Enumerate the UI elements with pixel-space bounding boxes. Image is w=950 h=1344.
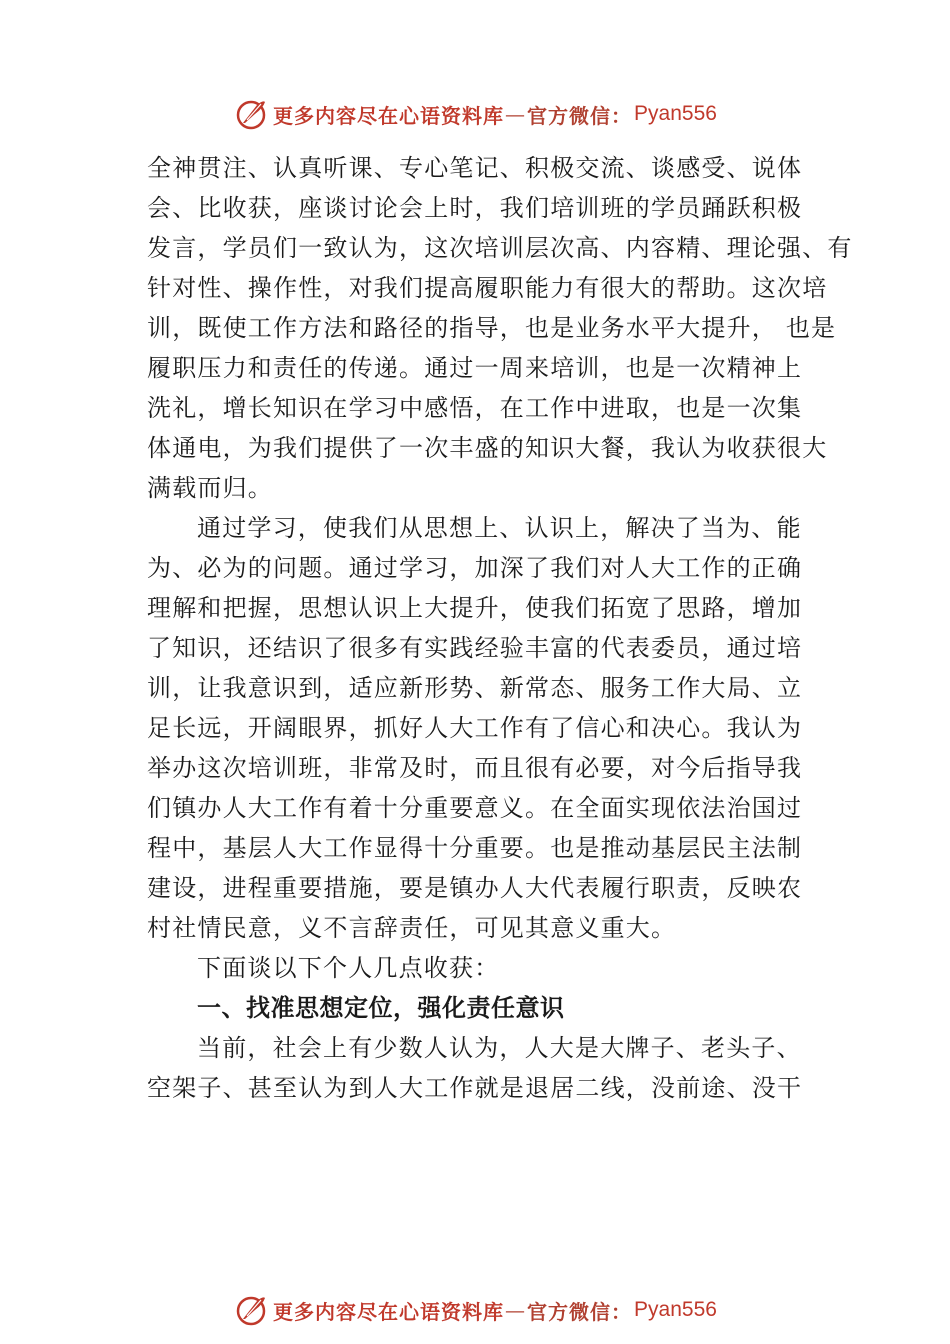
text-line: 举办这次培训班，非常及时，而且很有必要，对今后指导我 [147, 754, 803, 782]
text-line: 理解和把握，思想认识上大提升，使我们拓宽了思路，增加 [147, 594, 803, 622]
header-account: Pyan556 [634, 102, 717, 125]
paragraph-start: 通过学习，使我们从思想上、认识上，解决了当为、能 [197, 514, 802, 542]
text-line: 针对性、操作性，对我们提高履职能力有很大的帮助。这次培 [147, 274, 828, 302]
footer-dash: — [505, 1298, 527, 1322]
text-line: 空架子、甚至认为到人大工作就是退居二线，没前途、没干 [147, 1074, 803, 1102]
section-heading: 一、找准思想定位，强化责任意识 [197, 994, 565, 1022]
text-line: 建设，进程重要措施，要是镇办人大代表履行职责，反映农 [147, 874, 803, 902]
text-line: 们镇办人大工作有着十分重要意义。在全面实现依法治国过 [147, 794, 803, 822]
text-line: 训，让我意识到，适应新形势、新常态、服务工作大局、立 [147, 674, 803, 702]
footer-title: 更多内容尽在心语资料库 [273, 1299, 505, 1324]
footer-suffix: 官方微信： [527, 1299, 633, 1324]
text-line: 为、必为的问题。通过学习，加深了我们对人大工作的正确 [147, 554, 803, 582]
footer-account: Pyan556 [634, 1298, 717, 1321]
text-line: 洗礼，增长知识在学习中感悟，在工作中进取，也是一次集 [147, 394, 803, 422]
header-title: 更多内容尽在心语资料库 [273, 103, 505, 128]
text-line: 程中，基层人大工作显得十分重要。也是推动基层民主法制 [147, 834, 803, 862]
text-line: 体通电，为我们提供了一次丰盛的知识大餐，我认为收获很大 [147, 434, 828, 462]
text-line: 全神贯注、认真听课、专心笔记、积极交流、谈感受、说体 [147, 154, 803, 182]
paragraph-start: 当前，社会上有少数人认为，人大是大牌子、老头子、 [197, 1034, 802, 1062]
text-line: 满载而归。 [147, 474, 273, 502]
text-line: 村社情民意，义不言辞责任，可见其意义重大。 [147, 914, 677, 942]
text-line: 履职压力和责任的传递。通过一周来培训，也是一次精神上 [147, 354, 803, 382]
text-line: 足长远，开阔眼界，抓好人大工作有了信心和决心。我认为 [147, 714, 803, 742]
header-dash: — [505, 102, 527, 126]
paragraph-start: 下面谈以下个人几点收获： [197, 954, 500, 982]
text-line: 了知识，还结识了很多有实践经验丰富的代表委员，通过培 [147, 634, 803, 662]
text-line: 会、比收获，座谈讨论会上时，我们培训班的学员踊跃积极 [147, 194, 803, 222]
text-line: 发言，学员们一致认为，这次培训层次高、内容精、理论强、有 [147, 234, 853, 262]
quill-logo-icon [233, 1292, 269, 1328]
text-line: 训，既使工作方法和路径的指导，也是业务水平大提升， 也是 [147, 314, 837, 342]
header-suffix: 官方微信： [527, 103, 633, 128]
document-body [147, 148, 853, 1108]
header-banner [0, 94, 950, 134]
footer-banner [0, 1290, 950, 1330]
quill-logo-icon [233, 96, 269, 132]
